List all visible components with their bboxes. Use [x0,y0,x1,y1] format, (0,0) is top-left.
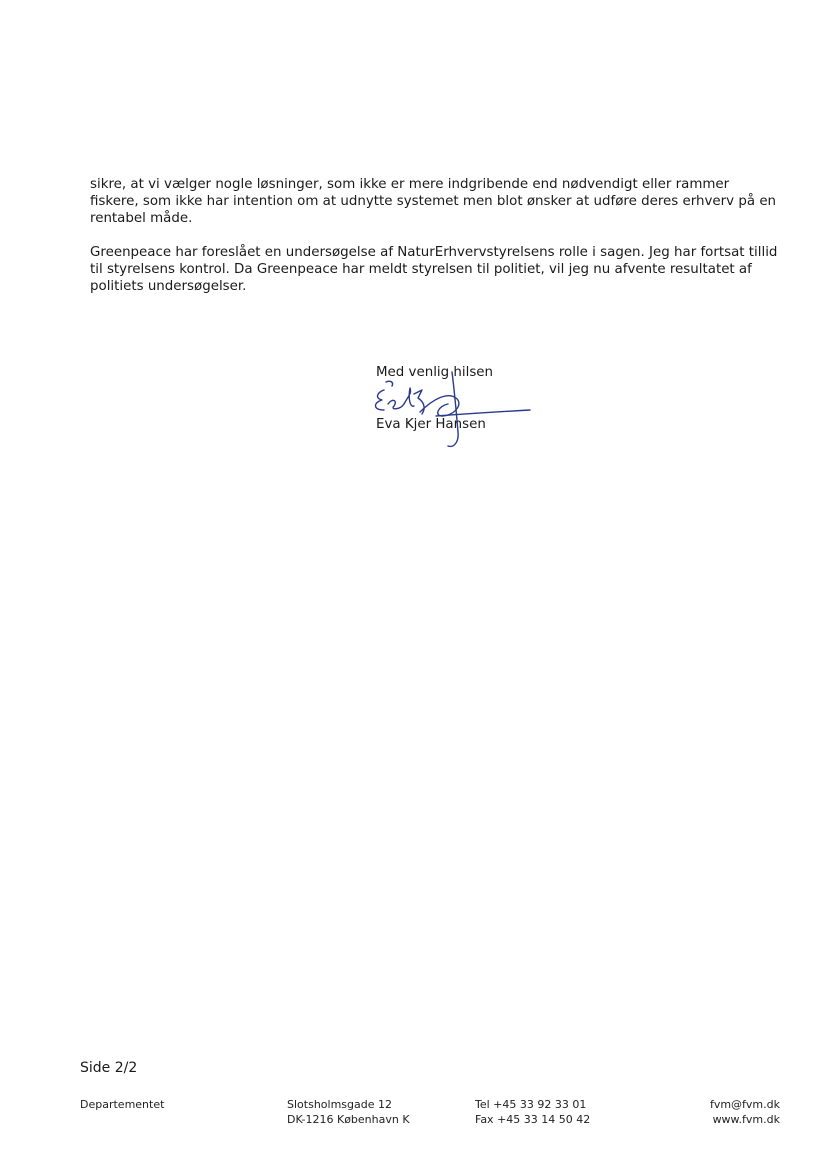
paragraph-1: sikre, at vi vælger nogle løsninger, som ikke er mere indgribende end nødvendigt eller rammer fiskere, som ikke har intention om at udnytte systemet men blot ønsker at udføre deres erhverv på en rentabel måde. [90,177,777,226]
address-city: DK-1216 København K [287,1113,410,1126]
page-number: Side 2/2 [80,1060,138,1076]
department-name: Departementet [80,1098,165,1111]
footer-department [80,1097,164,1112]
footer-address [287,1097,410,1127]
phone-number: Tel +45 33 92 33 01 [475,1098,587,1111]
letter-body [90,176,780,312]
footer-phone [475,1097,590,1127]
paragraph-2: Greenpeace har foreslået en undersøgelse af NaturErhvervstyrelsens rolle i sagen. Jeg har fortsat tillid til styrelsens kontrol. Da Greenpeace har meldt styrelsen til politiet, vil jeg nu afvente resultatet af politiets undersøgelser. [90,245,778,294]
closing-greeting: Med venlig hilsen [376,365,494,380]
email-link[interactable]: fvm@fvm.dk [709,1098,780,1111]
address-street: Slotsholmsgade 12 [287,1098,392,1111]
handwritten-signature [364,368,534,452]
signer-name: Eva Kjer Hansen [376,417,486,432]
fax-number: Fax +45 33 14 50 42 [475,1113,591,1126]
footer-contact [710,1097,780,1127]
website-link[interactable]: www.fvm.dk [712,1113,780,1126]
